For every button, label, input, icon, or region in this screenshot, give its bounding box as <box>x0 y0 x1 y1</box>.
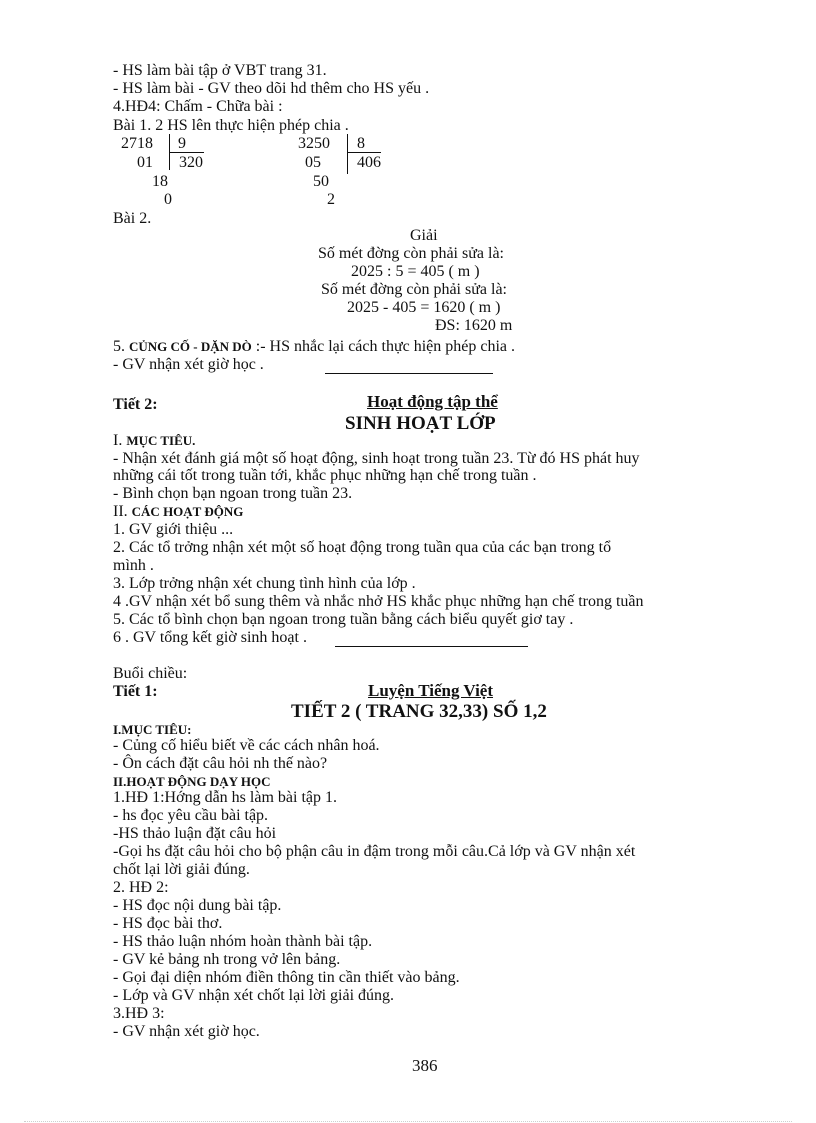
text-line: ĐS: 1620 m <box>435 317 513 334</box>
section-number: 5. <box>113 338 125 355</box>
text-line: 1.HĐ 1:Hớng dẫn hs làm bài tập 1. <box>113 789 337 806</box>
text-line: - Bình chọn bạn ngoan trong tuần 23. <box>113 485 353 502</box>
text-line: -Gọi hs đặt câu hỏi cho bộ phận câu in đậm trong mỗi câu.Cả lớp và GV nhận xét <box>113 843 636 860</box>
page-bottom-border <box>24 1121 792 1122</box>
text-line: - HS đọc bài thơ. <box>113 915 223 932</box>
text-line: 3. Lớp trởng nhận xét chung tình hình của lớp . <box>113 575 416 592</box>
text-line: - HS làm bài tập ở VBT trang 31. <box>113 62 327 79</box>
divisor: 9 <box>178 135 186 152</box>
quotient: 320 <box>179 154 203 171</box>
text-line: 2. Các tổ trởng nhận xét một số hoạt động trong tuần qua của các bạn trong tổ <box>113 539 612 556</box>
text-line: Bài 2. <box>113 210 152 227</box>
dividend: 3250 <box>298 135 330 152</box>
section-heading: CÁC HOẠT ĐỘNG <box>131 504 244 519</box>
section-heading: MỤC TIÊU. <box>126 433 196 448</box>
text-line: 4 .GV nhận xét bổ sung thêm và nhắc nhở HS khắc phục những hạn chế trong tuần <box>113 593 644 610</box>
section-text: :- HS nhắc lại cách thực hiện phép chia . <box>255 338 516 355</box>
text-line <box>113 432 195 449</box>
division-bar <box>347 134 348 174</box>
quotient: 406 <box>357 154 381 171</box>
remainder: 50 <box>313 173 329 190</box>
text-line: 2. HĐ 2: <box>113 879 169 896</box>
text-line: - hs đọc yêu cầu bài tập. <box>113 807 269 824</box>
divisor: 8 <box>357 135 365 152</box>
text-line: - Nhận xét đánh giá một số hoạt động, sinh hoạt trong tuần 23. Từ đó HS phát huy <box>113 450 640 467</box>
lesson-title: TIẾT 2 ( TRANG 32,33) SỐ 1,2 <box>291 701 547 722</box>
text-line: - GV kẻ bảng nh trong vở lên bảng. <box>113 951 341 968</box>
text-line: 4.HĐ4: Chấm - Chữa bài : <box>113 98 283 115</box>
text-line <box>113 503 243 520</box>
remainder: 2 <box>327 191 335 208</box>
text-line: - Củng cố hiểu biết về các cách nhân hoá. <box>113 737 380 754</box>
lesson-title: SINH HOẠT LỚP <box>345 413 496 434</box>
text-line: những cái tốt trong tuần tới, khắc phục những hạn chế trong tuần . <box>113 467 537 484</box>
text-line: Giải <box>410 227 438 244</box>
period-label: Tiết 1: <box>113 683 158 700</box>
text-line: - Ôn cách đặt câu hỏi nh thế nào? <box>113 755 328 772</box>
text-line: - HS thảo luận nhóm hoàn thành bài tập. <box>113 933 373 950</box>
text-line: 3.HĐ 3: <box>113 1005 165 1022</box>
text-line: 1. GV giới thiệu ... <box>113 521 234 538</box>
text-line: Buổi chiều: <box>113 665 188 682</box>
subject-heading: Hoạt động tập thể <box>367 392 498 411</box>
remainder: 05 <box>305 154 321 171</box>
text-line: - GV nhận xét giờ học . <box>113 356 264 373</box>
section-heading: I.MỤC TIÊU: <box>113 722 192 737</box>
text-line: 2025 - 405 = 1620 ( m ) <box>347 299 501 316</box>
page-number: 386 <box>412 1056 438 1075</box>
remainder: 01 <box>137 154 153 171</box>
section-number: II. <box>113 503 128 520</box>
remainder: 18 <box>152 173 168 190</box>
divider-line <box>325 373 493 374</box>
text-line: -HS thảo luận đặt câu hỏi <box>113 825 277 842</box>
text-line: 2025 : 5 = 405 ( m ) <box>351 263 480 280</box>
period-label: Tiết 2: <box>113 396 158 413</box>
divider-line <box>335 646 528 647</box>
section-heading: II.HOẠT ĐỘNG DẠY HỌC <box>113 774 271 789</box>
divisor-underline <box>170 152 204 153</box>
text-line: - HS làm bài - GV theo dõi hd thêm cho HS yếu . <box>113 80 430 97</box>
text-line: Số mét đờng còn phải sửa là: <box>318 245 504 262</box>
text-line: Số mét đờng còn phải sửa là: <box>321 281 507 298</box>
text-line: Bài 1. 2 HS lên thực hiện phép chia . <box>113 117 349 134</box>
text-line: 5. Các tổ bình chọn bạn ngoan trong tuần bằng cách biểu quyết giơ tay . <box>113 611 574 628</box>
text-line: - GV nhận xét giờ học. <box>113 1023 260 1040</box>
dividend: 2718 <box>121 135 153 152</box>
text-line: - HS đọc nội dung bài tập. <box>113 897 282 914</box>
section-number: I. <box>113 432 123 449</box>
text-line: mình . <box>113 557 154 574</box>
text-line: - Lớp và GV nhận xét chốt lại lời giải đúng. <box>113 987 395 1004</box>
subject-heading: Luyện Tiếng Việt <box>368 681 494 700</box>
remainder: 0 <box>164 191 172 208</box>
section-heading: CỦNG CỐ - DẶN DÒ <box>129 339 252 354</box>
text-line: chốt lại lời giải đúng. <box>113 861 250 878</box>
text-line <box>113 338 515 355</box>
text-line: 6 . GV tổng kết giờ sinh hoạt . <box>113 629 307 646</box>
divisor-underline <box>348 152 381 153</box>
text-line: - Gọi đại diện nhóm điền thông tin cần thiết vào bảng. <box>113 969 460 986</box>
